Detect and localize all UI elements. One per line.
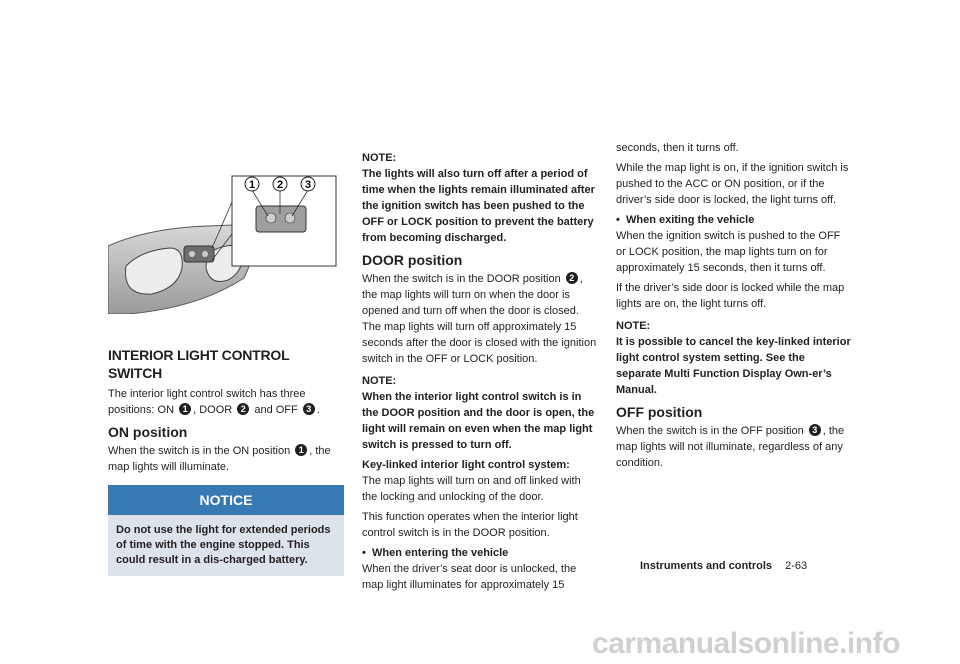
callout-3-inline: 3 bbox=[809, 424, 821, 436]
callout-1 bbox=[245, 177, 259, 191]
notice-text: Do not use the light for extended periods of time with the engine stopped. This could result in a dis-charged battery. bbox=[116, 524, 331, 566]
bullet-entering: • When entering the vehicle bbox=[362, 547, 509, 559]
interior-light-switch-illustration bbox=[108, 168, 344, 314]
on-position-paragraph: When the switch is in the ON position 1 , the map lights will illuminate. bbox=[108, 445, 331, 473]
entering-paragraph: When the driver’s seat door is unlocked, the map light illuminates for approximately 15 bbox=[362, 563, 577, 591]
callout-2 bbox=[273, 177, 287, 191]
door-position-heading: DOOR position bbox=[362, 252, 463, 268]
door-position-paragraph: When the switch is in the DOOR position 2 , the map lights will turn on when the door is opened and turn off when the door is closed. The map lights will turn off approximately 15 seconds after the door is closed with the ignition switch in the OFF or LOCK position. bbox=[362, 273, 597, 365]
note-label: NOTE: bbox=[362, 375, 397, 387]
note-label: NOTE: bbox=[362, 152, 397, 164]
callout-2-inline: 2 bbox=[237, 403, 249, 415]
notice-title: NOTICE bbox=[108, 485, 344, 515]
page-number: 2-63 bbox=[785, 560, 808, 572]
note-text: The lights will also turn off after a period of time when the lights remain illuminated after the ignition switch has been pushed to the OFF or LOCK position to prevent the battery from becoming discharged. bbox=[362, 168, 595, 244]
keylinked-paragraph-1: The map lights will turn on and off linked with the locking and unlocking of the door. bbox=[362, 475, 581, 503]
note-text: When the interior light control switch is in the DOOR position and the door is open, the light will remain on even when the map light switch is pressed to turn off. bbox=[362, 391, 595, 451]
keylinked-paragraph-2: This function operates when the interior light control switch is in the DOOR position. bbox=[362, 511, 578, 539]
continued-paragraph: seconds, then it turns off. bbox=[616, 142, 739, 154]
note-text: It is possible to cancel the key-linked interior light control system setting. See the separate Multi Function Display Own-er’s Manual. bbox=[616, 336, 851, 396]
exiting-paragraph-2: If the driver’s side door is locked while the map lights are on, the light turns off. bbox=[616, 282, 845, 310]
callout-2-label: 2 bbox=[276, 179, 284, 191]
notice-box bbox=[108, 485, 344, 576]
callout-2-inline: 2 bbox=[566, 272, 578, 284]
on-position-heading: ON position bbox=[108, 424, 188, 440]
callout-1-inline: 1 bbox=[295, 444, 307, 456]
column-3 bbox=[616, 140, 852, 475]
column-2 bbox=[362, 150, 598, 597]
off-position-heading: OFF position bbox=[616, 404, 703, 420]
column-1 bbox=[108, 346, 344, 576]
callout-1-inline: 1 bbox=[179, 403, 191, 415]
bullet-exiting: • When exiting the vehicle bbox=[616, 214, 755, 226]
callout-3-label: 3 bbox=[304, 179, 312, 191]
off-position-paragraph: When the switch is in the OFF position 3 , the map lights will not illuminate, regardless of any condition. bbox=[616, 425, 845, 469]
intro-paragraph: The interior light control switch has three positions: ON 1 , DOOR 2 and OFF 3 . bbox=[108, 388, 320, 416]
callout-3-inline: 3 bbox=[303, 403, 315, 415]
footer-section: Instruments and controls bbox=[640, 560, 773, 572]
page-footer bbox=[640, 560, 807, 572]
callout-3 bbox=[301, 177, 315, 191]
exiting-paragraph-1: When the ignition switch is pushed to the OFF or LOCK position, the map lights turn on for approximately 15 seconds, then it turns off. bbox=[616, 230, 841, 274]
watermark: carmanualsonline.info bbox=[592, 627, 900, 660]
callout-1-label: 1 bbox=[248, 179, 256, 191]
map-light-paragraph: While the map light is on, if the ignition switch is pushed to the ACC or ON position, or if the driver’s side door is locked, the light turns off. bbox=[616, 162, 849, 206]
note-label: NOTE: bbox=[616, 320, 651, 332]
section-heading: INTERIOR LIGHT CONTROL SWITCH bbox=[108, 347, 290, 381]
keylinked-heading: Key-linked interior light control system: bbox=[362, 459, 570, 471]
